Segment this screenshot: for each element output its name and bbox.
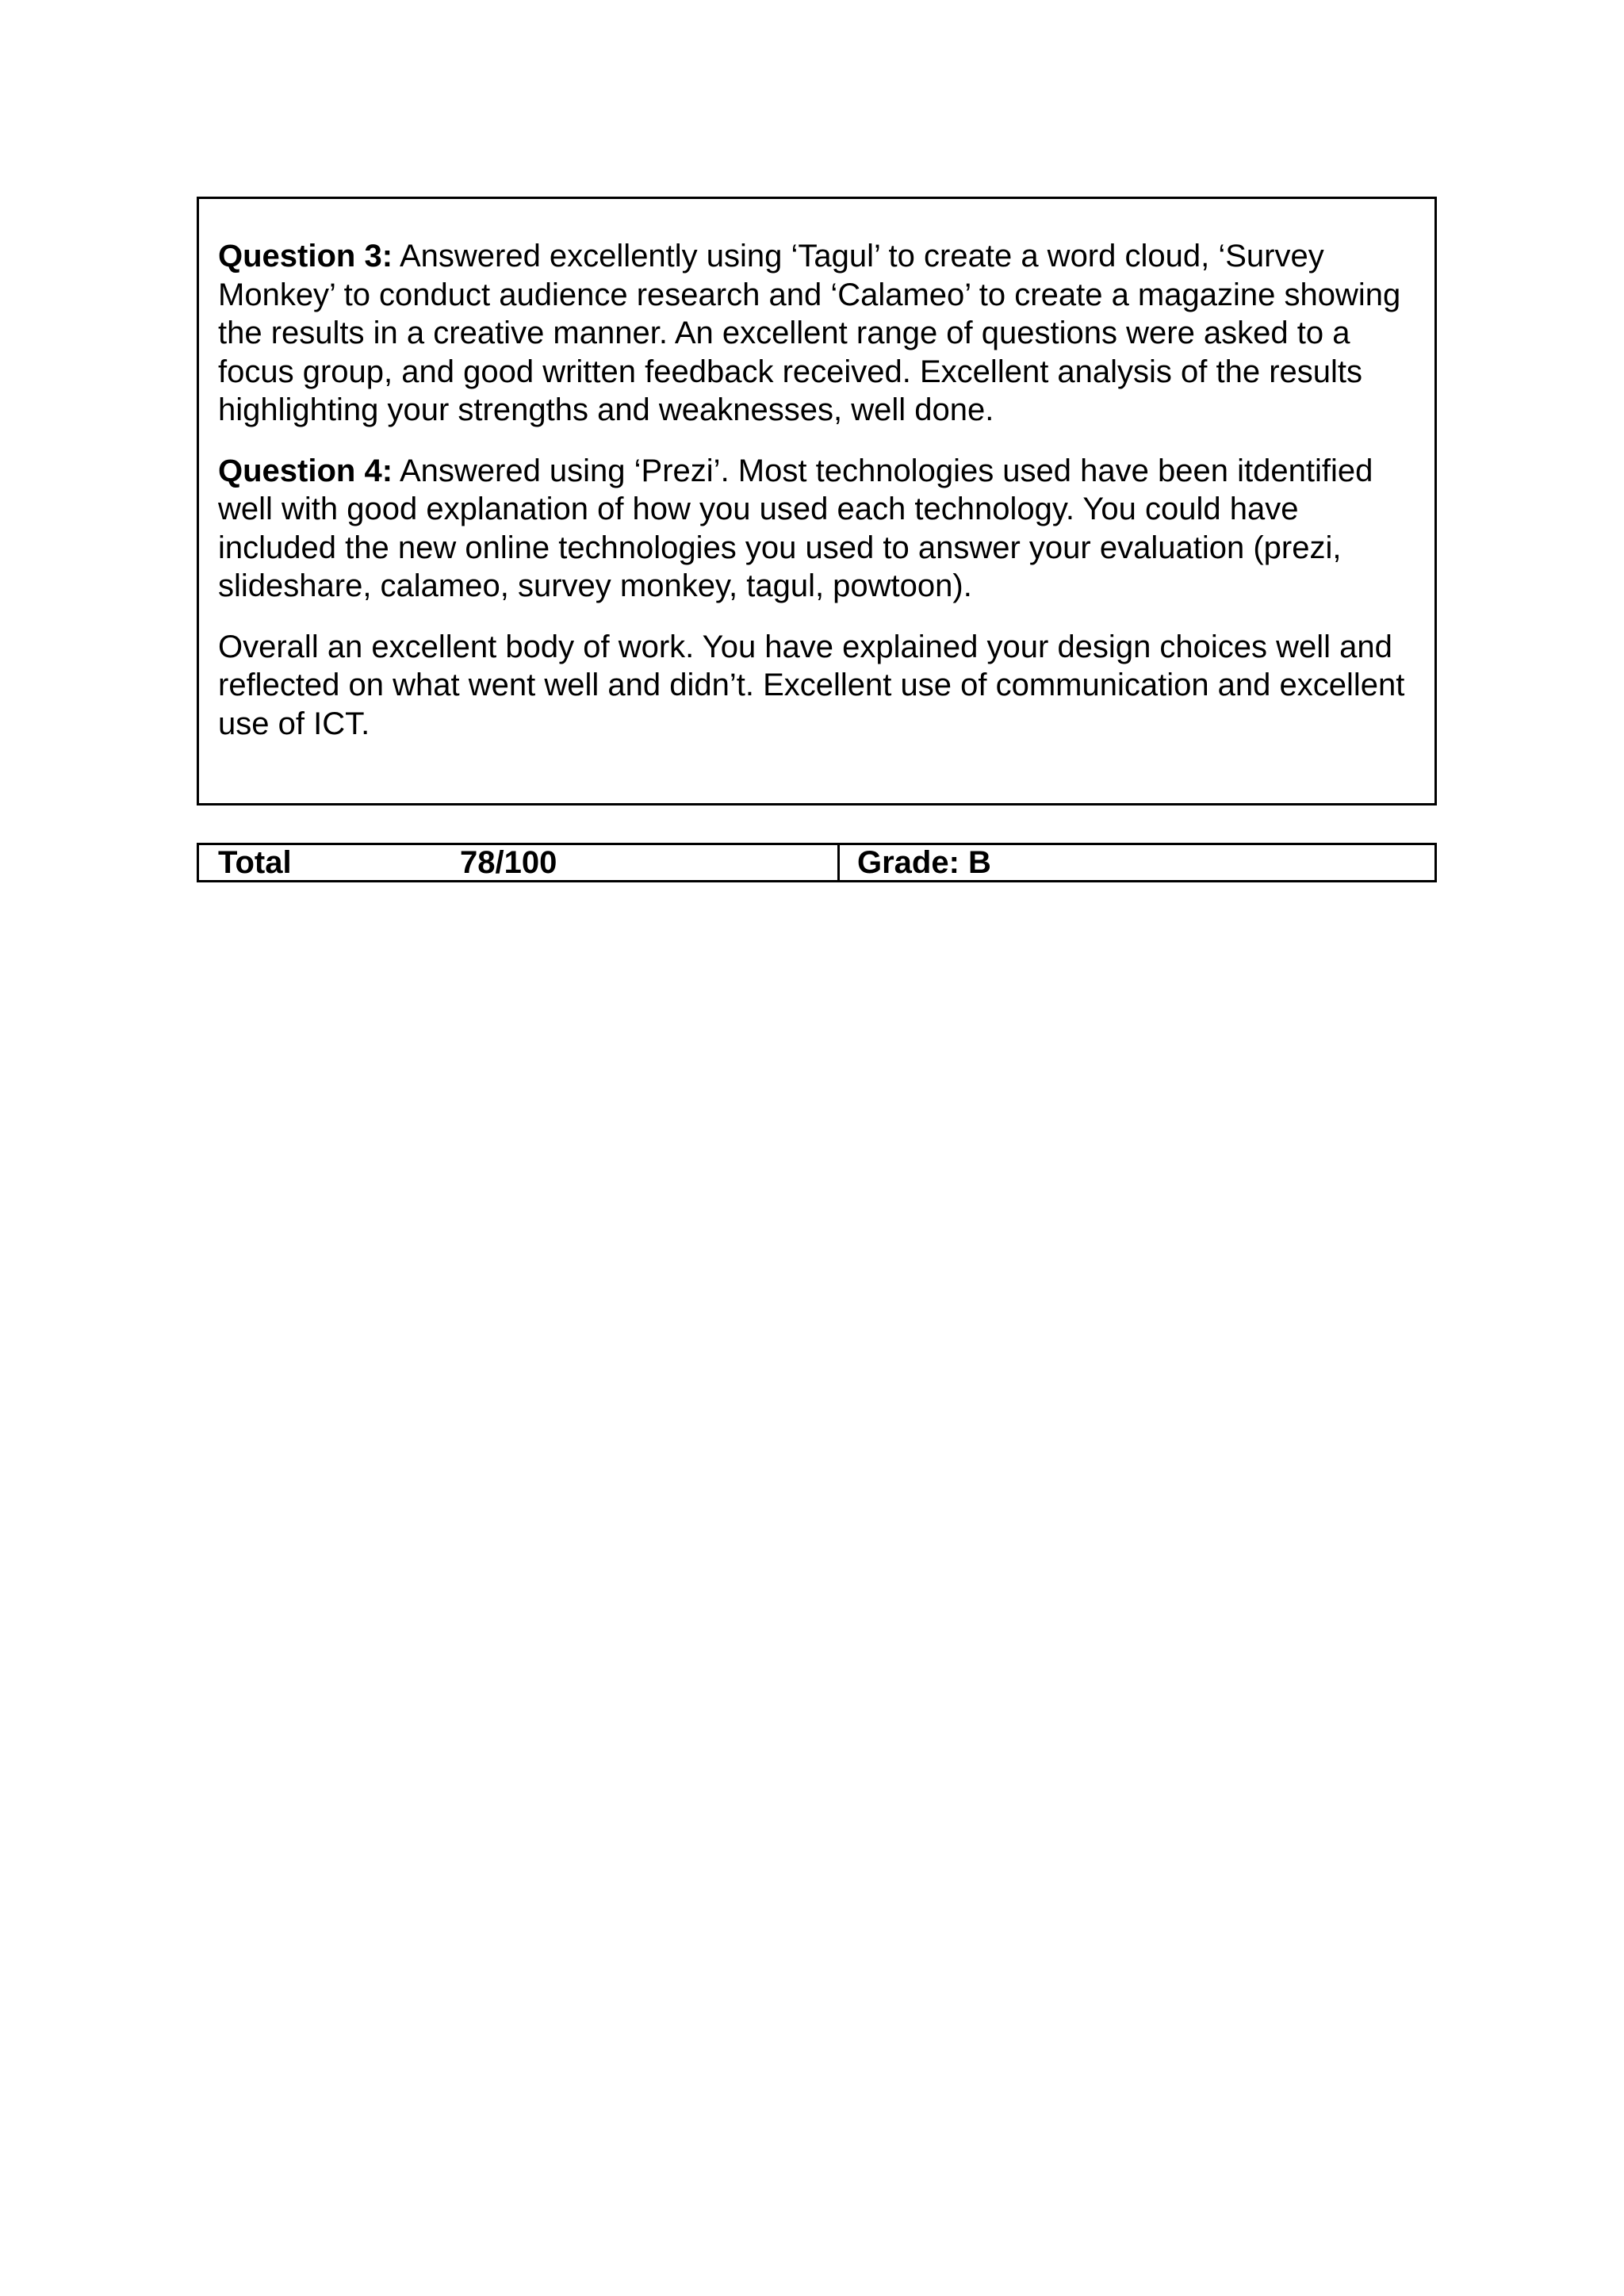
question-4-feedback bbox=[218, 452, 1415, 606]
total-score: 78/100 bbox=[460, 844, 557, 880]
total-grade-table bbox=[197, 843, 1437, 882]
question-4-text: Answered using ‘Prezi’. Most technologies used have been itdentified well with good explanation of how you used each technology. You could have included the new online technologies you used to answer your evaluation (prezi, slideshare, calameo, survey monkey, tagul, powtoon). bbox=[218, 453, 1373, 603]
grade-cell bbox=[840, 845, 1434, 880]
question-4-label: Question 4: bbox=[218, 453, 393, 488]
feedback-box bbox=[197, 197, 1437, 806]
total-cell bbox=[199, 845, 840, 880]
question-3-text: Answered excellently using ‘Tagul’ to create a word cloud, ‘Survey Monkey’ to conduct audience research and ‘Calameo’ to create a magazine showing the results in a creative manner. An excellent range of questions were asked to a focus group, and good written feedback received. Excellent analysis of the results highlighting your strengths and weaknesses, well done. bbox=[218, 239, 1401, 427]
grade-value: Grade: B bbox=[857, 844, 991, 880]
overall-feedback: Overall an excellent body of work. You have explained your design choices well and reflected on what went well and didn’t. Excellent use of communication and excellent use of ICT. bbox=[218, 629, 1405, 741]
question-3-label: Question 3: bbox=[218, 239, 393, 274]
question-3-feedback bbox=[218, 237, 1415, 430]
total-label: Total bbox=[218, 844, 292, 880]
